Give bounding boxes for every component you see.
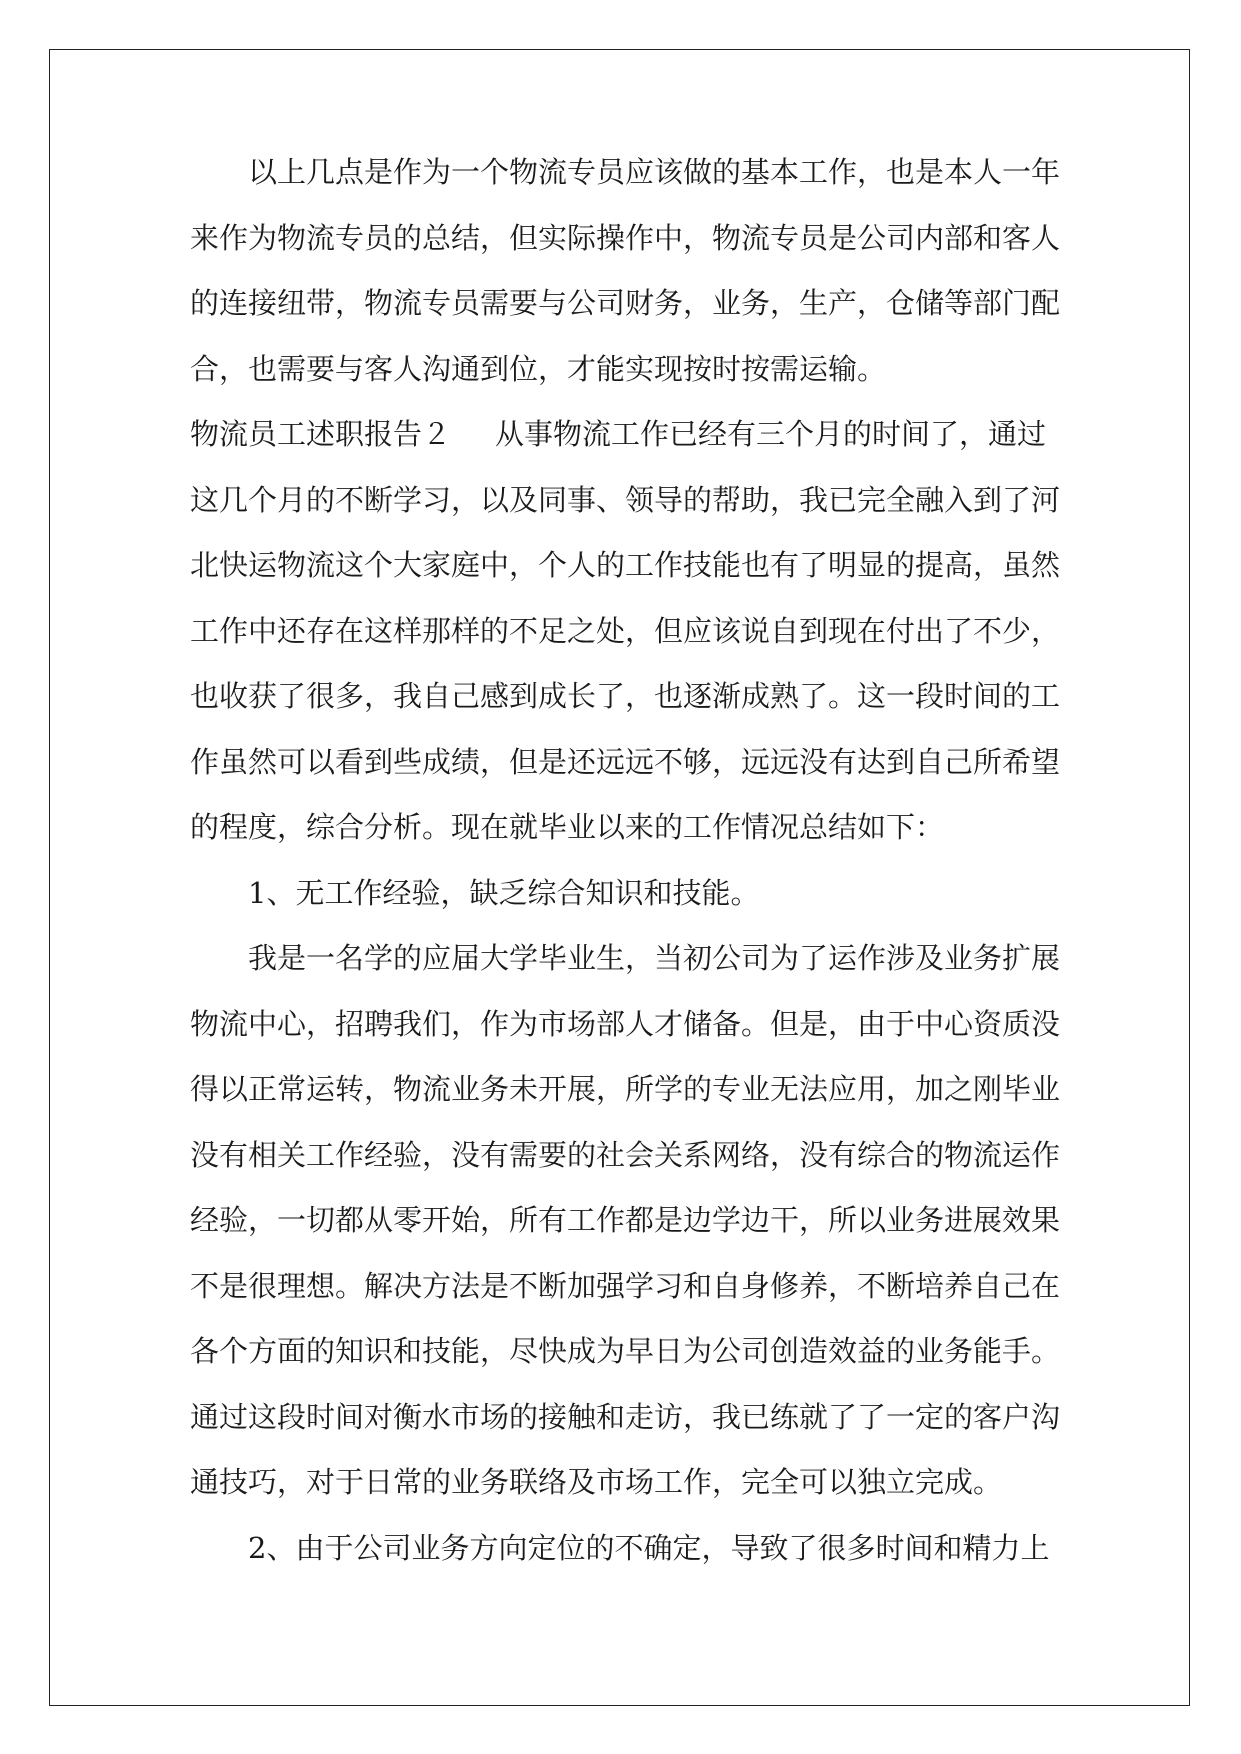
text-line: 的程度，综合分析。现在就毕业以来的工作情况总结如下： [190, 810, 945, 844]
text-line: 来作为物流专员的总结，但实际操作中，物流专员是公司内部和客人 [190, 220, 1061, 255]
text-line: 从事物流工作已经有三个月的时间了，通过 [495, 417, 1047, 451]
text-line: 物流中心，招聘我们，作为市场部人才储备。但是，由于中心资质没 [190, 1006, 1061, 1041]
text-line: 以上几点是作为一个物流专员应该做的基本工作，也是本人一年 [248, 155, 1061, 189]
text-line: 作虽然可以看到些成绩，但是还远远不够，远远没有达到自己所希望 [190, 744, 1061, 779]
text-line: 也收获了很多，我自己感到成长了，也逐渐成熟了。这一段时间的工 [190, 679, 1061, 713]
text-line: 通过这段时间对衡水市场的接触和走访，我已练就了了一定的客户沟 [190, 1399, 1061, 1434]
section-heading-line [190, 419, 1070, 485]
text-line: 不是很理想。解决方法是不断加强学习和自身修养，不断培养自己在 [190, 1268, 1061, 1303]
text-line: 得以正常运转，物流业务未开展，所学的专业无法应用，加之刚毕业 [190, 1072, 1061, 1106]
text-line: 通技巧，对于日常的业务联络及市场工作，完全可以独立完成。 [190, 1465, 1003, 1499]
document-body [190, 157, 1070, 1598]
text-line: 经验，一切都从零开始，所有工作都是边学边干，所以业务进展效果 [190, 1203, 1061, 1237]
list-point: 1、无工作经验，缺乏综合知识和技能。 [248, 875, 760, 910]
text-line: 没有相关工作经验，没有需要的社会关系网络，没有综合的物流运作 [190, 1137, 1061, 1172]
section-title: 物流员工述职报告２ [190, 417, 452, 451]
text-line: 各个方面的知识和技能，尽快成为早日为公司创造效益的业务能手。 [190, 1334, 1061, 1368]
text-line: 我是一名学的应届大学毕业生，当初公司为了运作涉及业务扩展 [248, 941, 1061, 975]
text-line: 的连接纽带，物流专员需要与公司财务，业务，生产，仓储等部门配 [190, 286, 1061, 320]
text-line: 合，也需要与客人沟通到位，才能实现按时按需运输。 [190, 351, 887, 386]
text-line: 工作中还存在这样那样的不足之处，但应该说自到现在付出了不少， [190, 613, 1061, 648]
text-line: 北快运物流这个大家庭中，个人的工作技能也有了明显的提高，虽然 [190, 548, 1061, 582]
list-point: 2、由于公司业务方向定位的不确定，导致了很多时间和精力上 [248, 1530, 1050, 1565]
text-line: 这几个月的不断学习，以及同事、领导的帮助，我已完全融入到了河 [190, 482, 1061, 517]
